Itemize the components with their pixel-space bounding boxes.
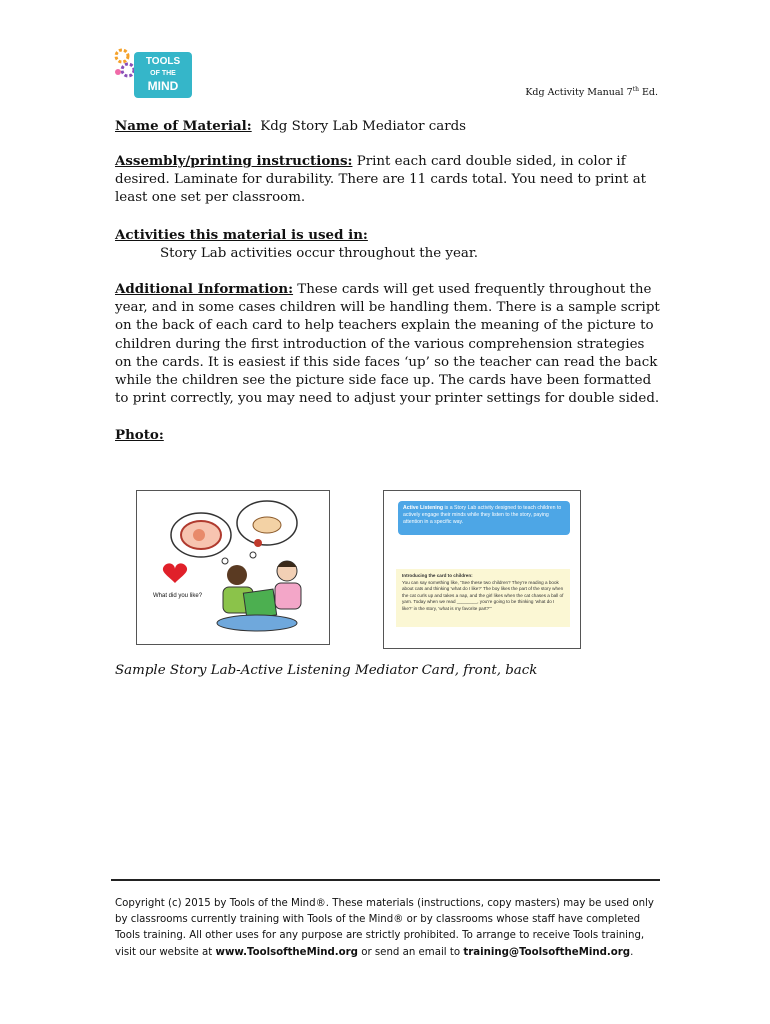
card-back-image — [383, 490, 581, 649]
activities-text: Story Lab activities occur throughout the year. — [160, 246, 479, 262]
card-back-intro-text: You can say something like, “See these two children? They’re reading a book about cats and thinking ‘what do I like?’ The boy likes the part of the story when the cat curls up and takes a nap, and the girl likes when the cat chases a ball of yarn. Today when we read ________, you’re going to be thinking ‘what do I like?’ in the story, ‘what is my favorite part?’” — [402, 579, 564, 611]
manual-superscript: th — [632, 86, 639, 93]
additional-text: These cards will get used frequently throughout the year, and in some cases children will be handling them. There is a sample script on the back of each card to help teachers explain the meaning of the picture to children during the first introduction of the various comprehension strategies on the cards. It is easiest if this side faces ‘up’ so the teacher can read the back while the children see the picture side face up. The cards have been formatted to print correctly, you may need to adjust your printer settings for double sided. — [115, 282, 660, 407]
photo-section — [115, 426, 660, 445]
photo-label: Photo: — [115, 427, 164, 443]
logo-line3: MIND — [147, 79, 179, 93]
card-front-question: What did you like? — [153, 593, 203, 599]
manual-edition-suffix: Ed. — [638, 87, 658, 99]
card-back-description — [398, 501, 570, 535]
additional-label: Additional Information: — [115, 281, 294, 297]
manual-title: Kdg Activity Manual 7 — [525, 87, 633, 99]
card-back-activity-name: Active Listening — [403, 505, 444, 511]
name-of-material — [115, 117, 660, 136]
card-front-image — [136, 490, 330, 645]
logo-line2: OF THE — [150, 70, 176, 77]
copyright-footer — [115, 896, 663, 961]
assembly-text: Print each card double sided, in color if desired. Laminate for durability. There are 11 cards total. You need to print at least one set per classroom. — [115, 154, 647, 206]
activities-section — [115, 226, 660, 263]
photo-caption: Sample Story Lab-Active Listening Mediator Card, front, back — [115, 663, 538, 678]
footer-divider — [111, 879, 660, 881]
assembly-label: Assembly/printing instructions: — [115, 153, 353, 169]
footer-text-3: . — [630, 946, 634, 958]
card-back-script — [396, 569, 570, 627]
footer-text-1: Copyright (c) 2015 by Tools of the Mind®. These materials (instructions, copy masters) may be used only by classrooms currently training with Tools of the Mind® or by classrooms whose staff have completed Tools training. All other uses for any purpose are strictly prohibited. To arrange to receive Tools training, visit our website at — [115, 898, 654, 958]
additional-section — [115, 280, 660, 408]
card-front-illustration — [137, 491, 329, 644]
activities-label: Activities this material is used in: — [115, 227, 368, 243]
manual-edition — [525, 86, 658, 98]
logo-badge — [134, 52, 192, 98]
footer-text-2: or send an email to — [357, 946, 464, 958]
assembly-section — [115, 152, 660, 208]
card-back-intro-title: Introducing the card to children: — [402, 573, 473, 578]
name-of-material-label: Name of Material: — [115, 118, 252, 134]
logo-line1: TOOLS — [145, 56, 181, 67]
name-of-material-value: Kdg Story Lab Mediator cards — [251, 119, 467, 134]
tools-of-the-mind-logo — [112, 44, 196, 100]
heart-icon — [163, 563, 187, 583]
footer-email-link[interactable]: training@ToolsoftheMind.org — [463, 946, 631, 958]
footer-website-link[interactable]: www.ToolsoftheMind.org — [215, 946, 358, 958]
card-back-activity-text: is a Story Lab activity designed to teach children to actively engage their minds while they listen to the story, paying attention in a specific way. — [403, 505, 562, 525]
